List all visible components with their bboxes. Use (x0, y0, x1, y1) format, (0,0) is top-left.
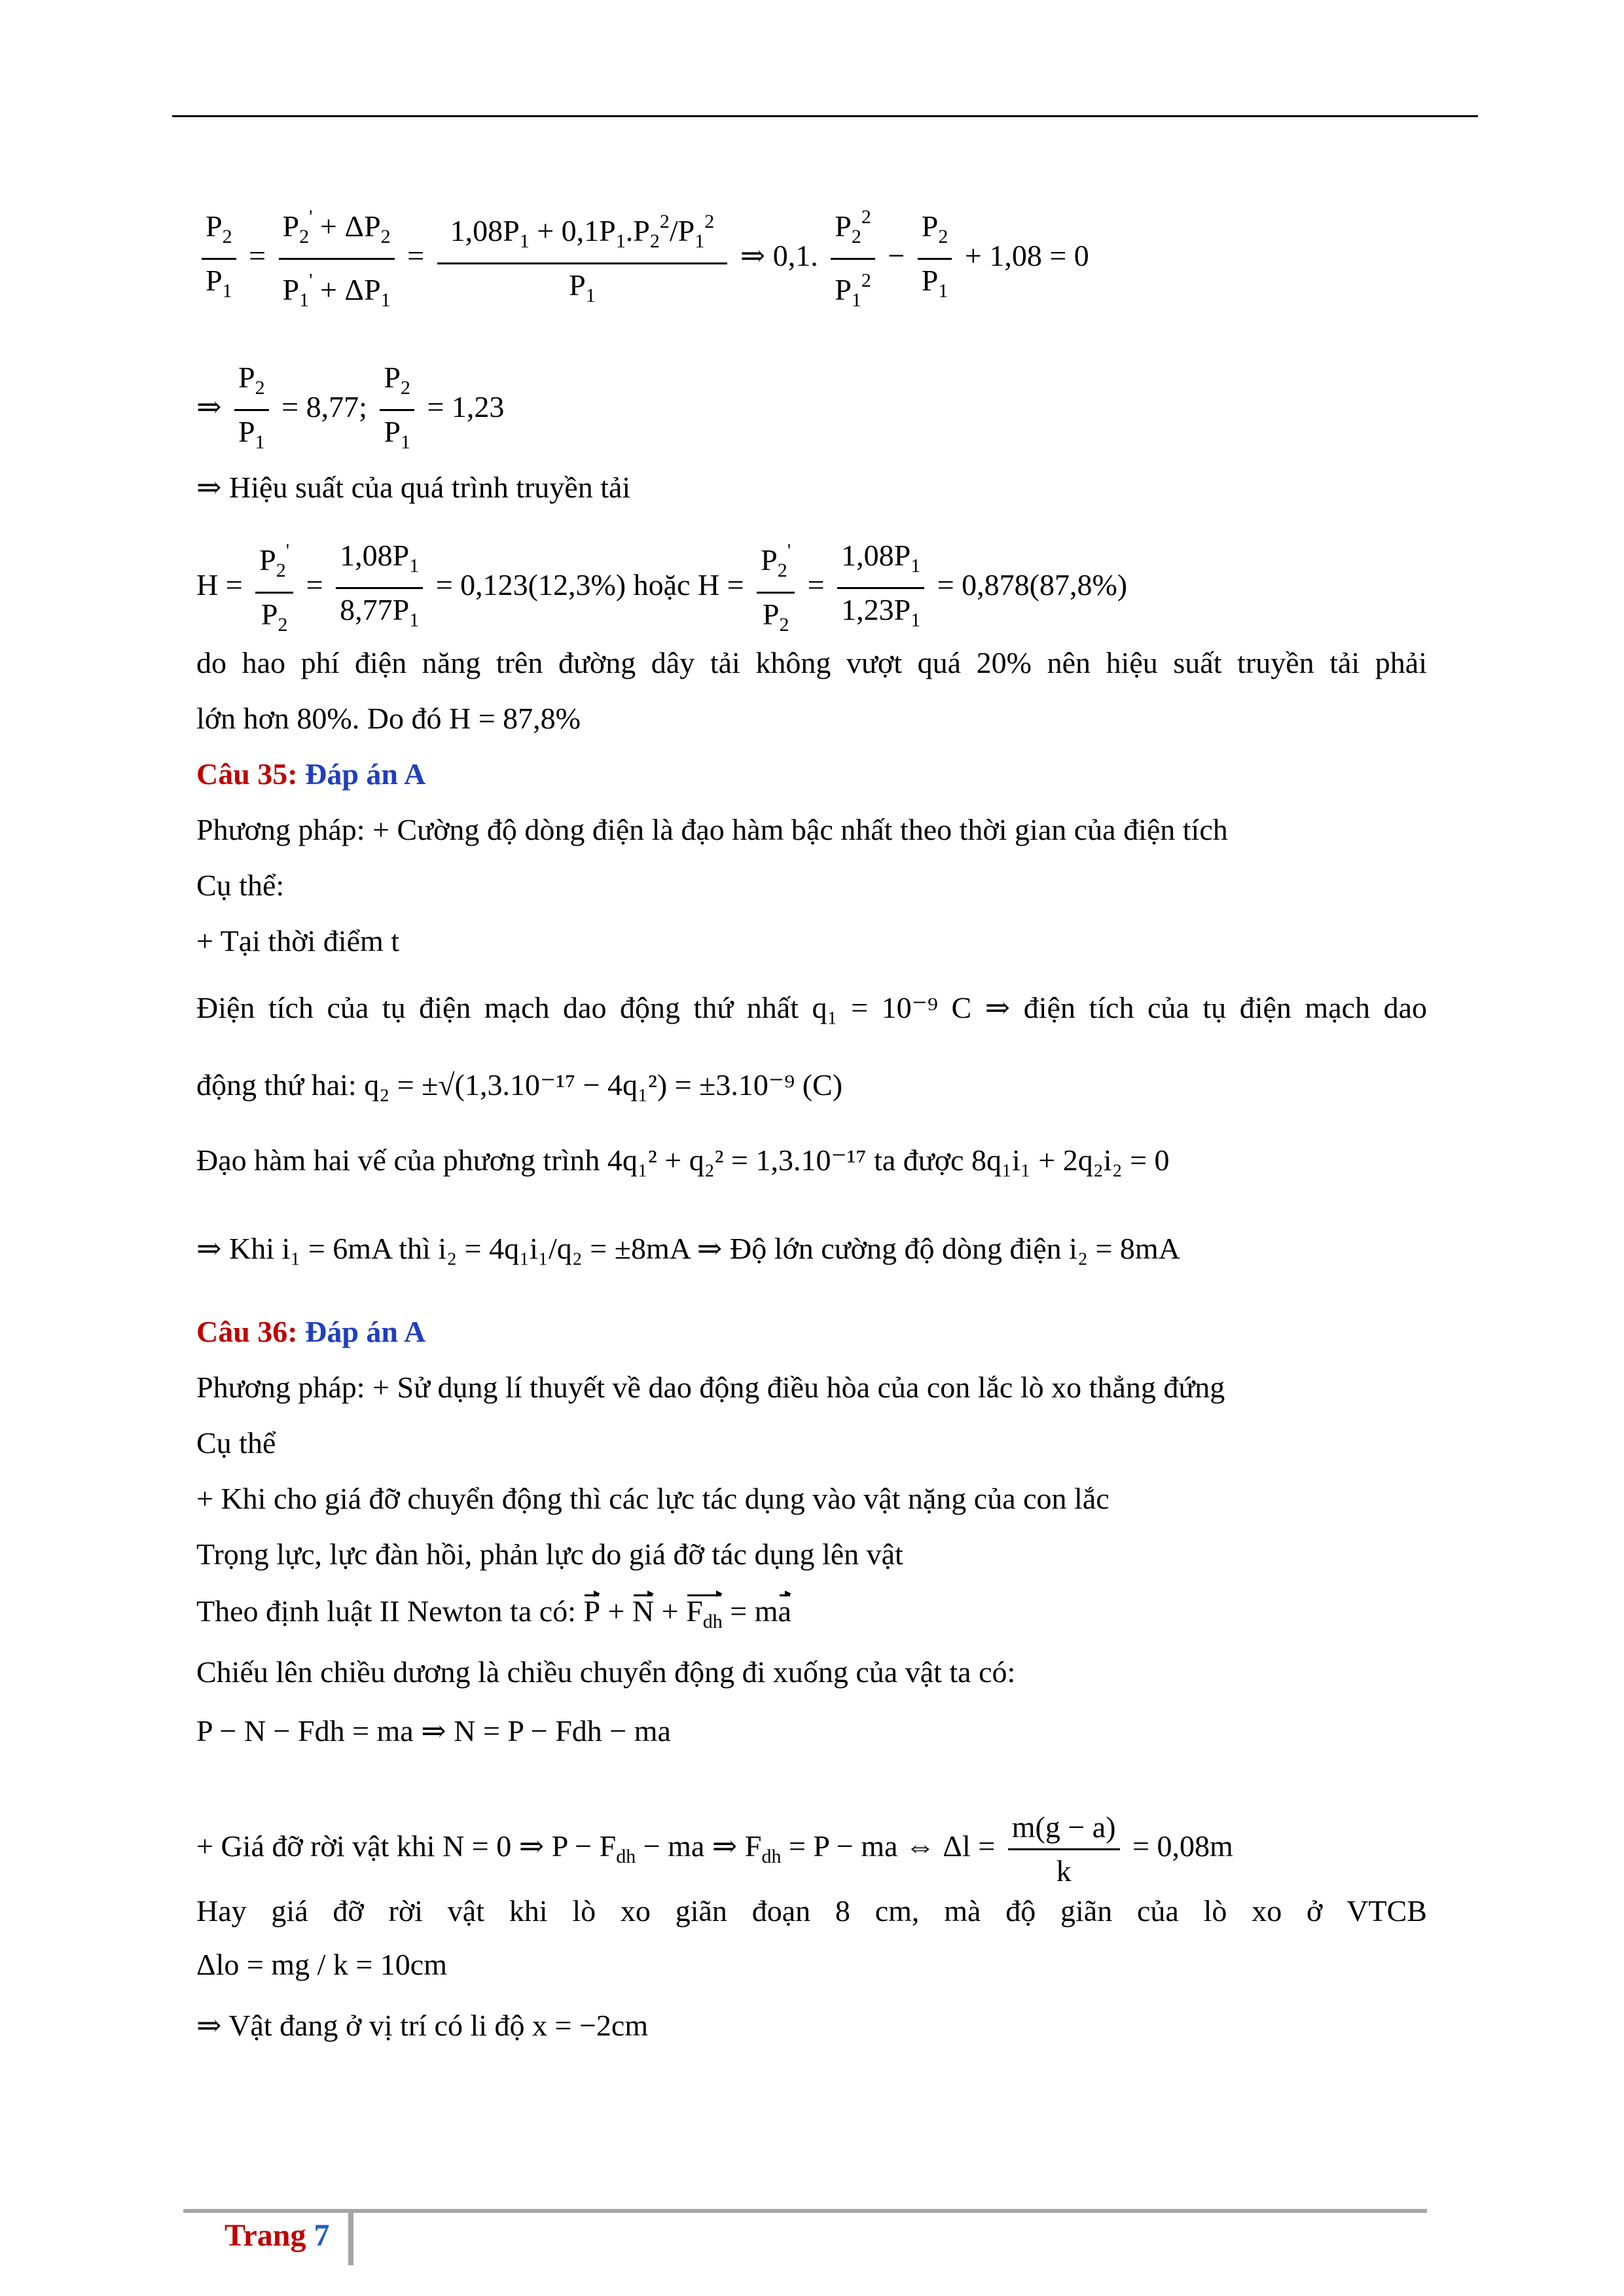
formula-efficiency: H = $\frac{P_2'}{P_2}$ = $\frac{1,08P_1}{8,77P_1}$ = 0,123(12,3%) hoặc H = $\frac{P_2'}{P_2}$ = $\frac{1,08P_1}{1,23P_1}$ = 0,878(87,8%) (196, 530, 1127, 646)
formula-power-solutions: ⇒ $\frac{P_2}{P_1}$ = 8,77; $\frac{P_2}{P_1}$ = 1,23 (196, 357, 504, 463)
formula-power-ratio: $\frac{P_2}{P_1}$ = $\frac{P_2' + \Delta P_2}{P_1' + \Delta P_1}$ = $\frac{1,08P_1 + 0,1P_1.P_2^2/P_1^2}{P_1}$ ⇒ 0,1. $\frac{P_2^2}{P_1^2}$ − $\frac{P_2}{P_1}$ + 1,08 = 0 (196, 196, 1089, 321)
q36-step2: Trọng lực, lực đàn hồi, phản lực do giá đỡ tác dụng lên vật (196, 1537, 903, 1571)
q35-step4: Đạo hàm hai vế của phương trình 4q₁² + q₂² = 1,3.10⁻¹⁷ ta được 8q₁i₁ + 2q₂i₂ = 0 (196, 1143, 1170, 1177)
q36-step1: + Khi cho giá đỡ chuyển động thì các lực tác dụng vào vật nặng của con lắc (196, 1482, 1110, 1515)
paragraph-loss-line1: do hao phí điện năng trên đường dây tải không vượt quá 20% nên hiệu suất truyền tải phải (196, 646, 1427, 679)
q35-method: Phương pháp: + Cường độ dòng điện là đạo hàm bậc nhất theo thời gian của điện tích (196, 813, 1228, 846)
q36-step4: Chiếu lên chiều dương là chiều chuyển động đi xuống của vật ta có: (196, 1655, 1016, 1689)
q36-detail: Cụ thể (196, 1426, 276, 1460)
q36-step7-line1: Hay giá đỡ rời vật khi lò xo giãn đoạn 8 cm, mà độ giãn của lò xo ở VTCB (196, 1894, 1427, 1928)
footer-rule (183, 2209, 1427, 2213)
footer-divider (348, 2213, 353, 2265)
q36-step6: + Giá đỡ rời vật khi N = 0 ⇒ $P - F_{dh}$ − ma ⇒ $F_{dh} = P$ − ma ⇔ Δl = $\frac{m(g - a)}{k}$ = 0,08m (196, 1806, 1233, 1892)
q35-step5: ⇒ Khi i₁ = 6mA thì i₂ = 4q₁i₁/q₂ = ±8mA ⇒ Độ lớn cường độ dòng điện i₂ = 8mA (196, 1232, 1180, 1265)
question-36-heading: Câu 36: Đáp án A (196, 1315, 426, 1348)
header-rule (172, 115, 1478, 117)
page-number: Trang 7 (225, 2218, 330, 2253)
question-35-heading: Câu 35: Đáp án A (196, 757, 426, 791)
efficiency-heading: ⇒ Hiệu suất của quá trình truyền tải (196, 471, 631, 504)
q36-step7-formula: Δlo = mg / k = 10cm (196, 1948, 448, 1981)
q35-step2: Điện tích của tụ điện mạch dao động thứ nhất q₁ = 10⁻⁹ C ⇒ điện tích của tụ điện mạch dao (196, 991, 1427, 1024)
q35-step1: + Tại thời điểm t (196, 924, 400, 958)
q36-method: Phương pháp: + Sử dụng lí thuyết về dao động điều hòa của con lắc lò xo thẳng đứng (196, 1371, 1225, 1404)
q35-detail: Cụ thể: (196, 869, 285, 902)
paragraph-loss-line2: lớn hơn 80%. Do đó H = 87,8% (196, 702, 581, 735)
q36-step5: P − N − Fdh = ma ⇒ N = P − Fdh − ma (196, 1714, 671, 1748)
q36-step3: Theo định luật II Newton ta có: $P + N + F_{dh}$ = ma (196, 1592, 791, 1641)
q35-step3: động thứ hai: q₂ = ±√(1,3.10⁻¹⁷ − 4q₁²) = ±3.10⁻⁹ (C) (196, 1068, 843, 1102)
q36-step8: ⇒ Vật đang ở vị trí có li độ x = −2cm (196, 2009, 649, 2042)
